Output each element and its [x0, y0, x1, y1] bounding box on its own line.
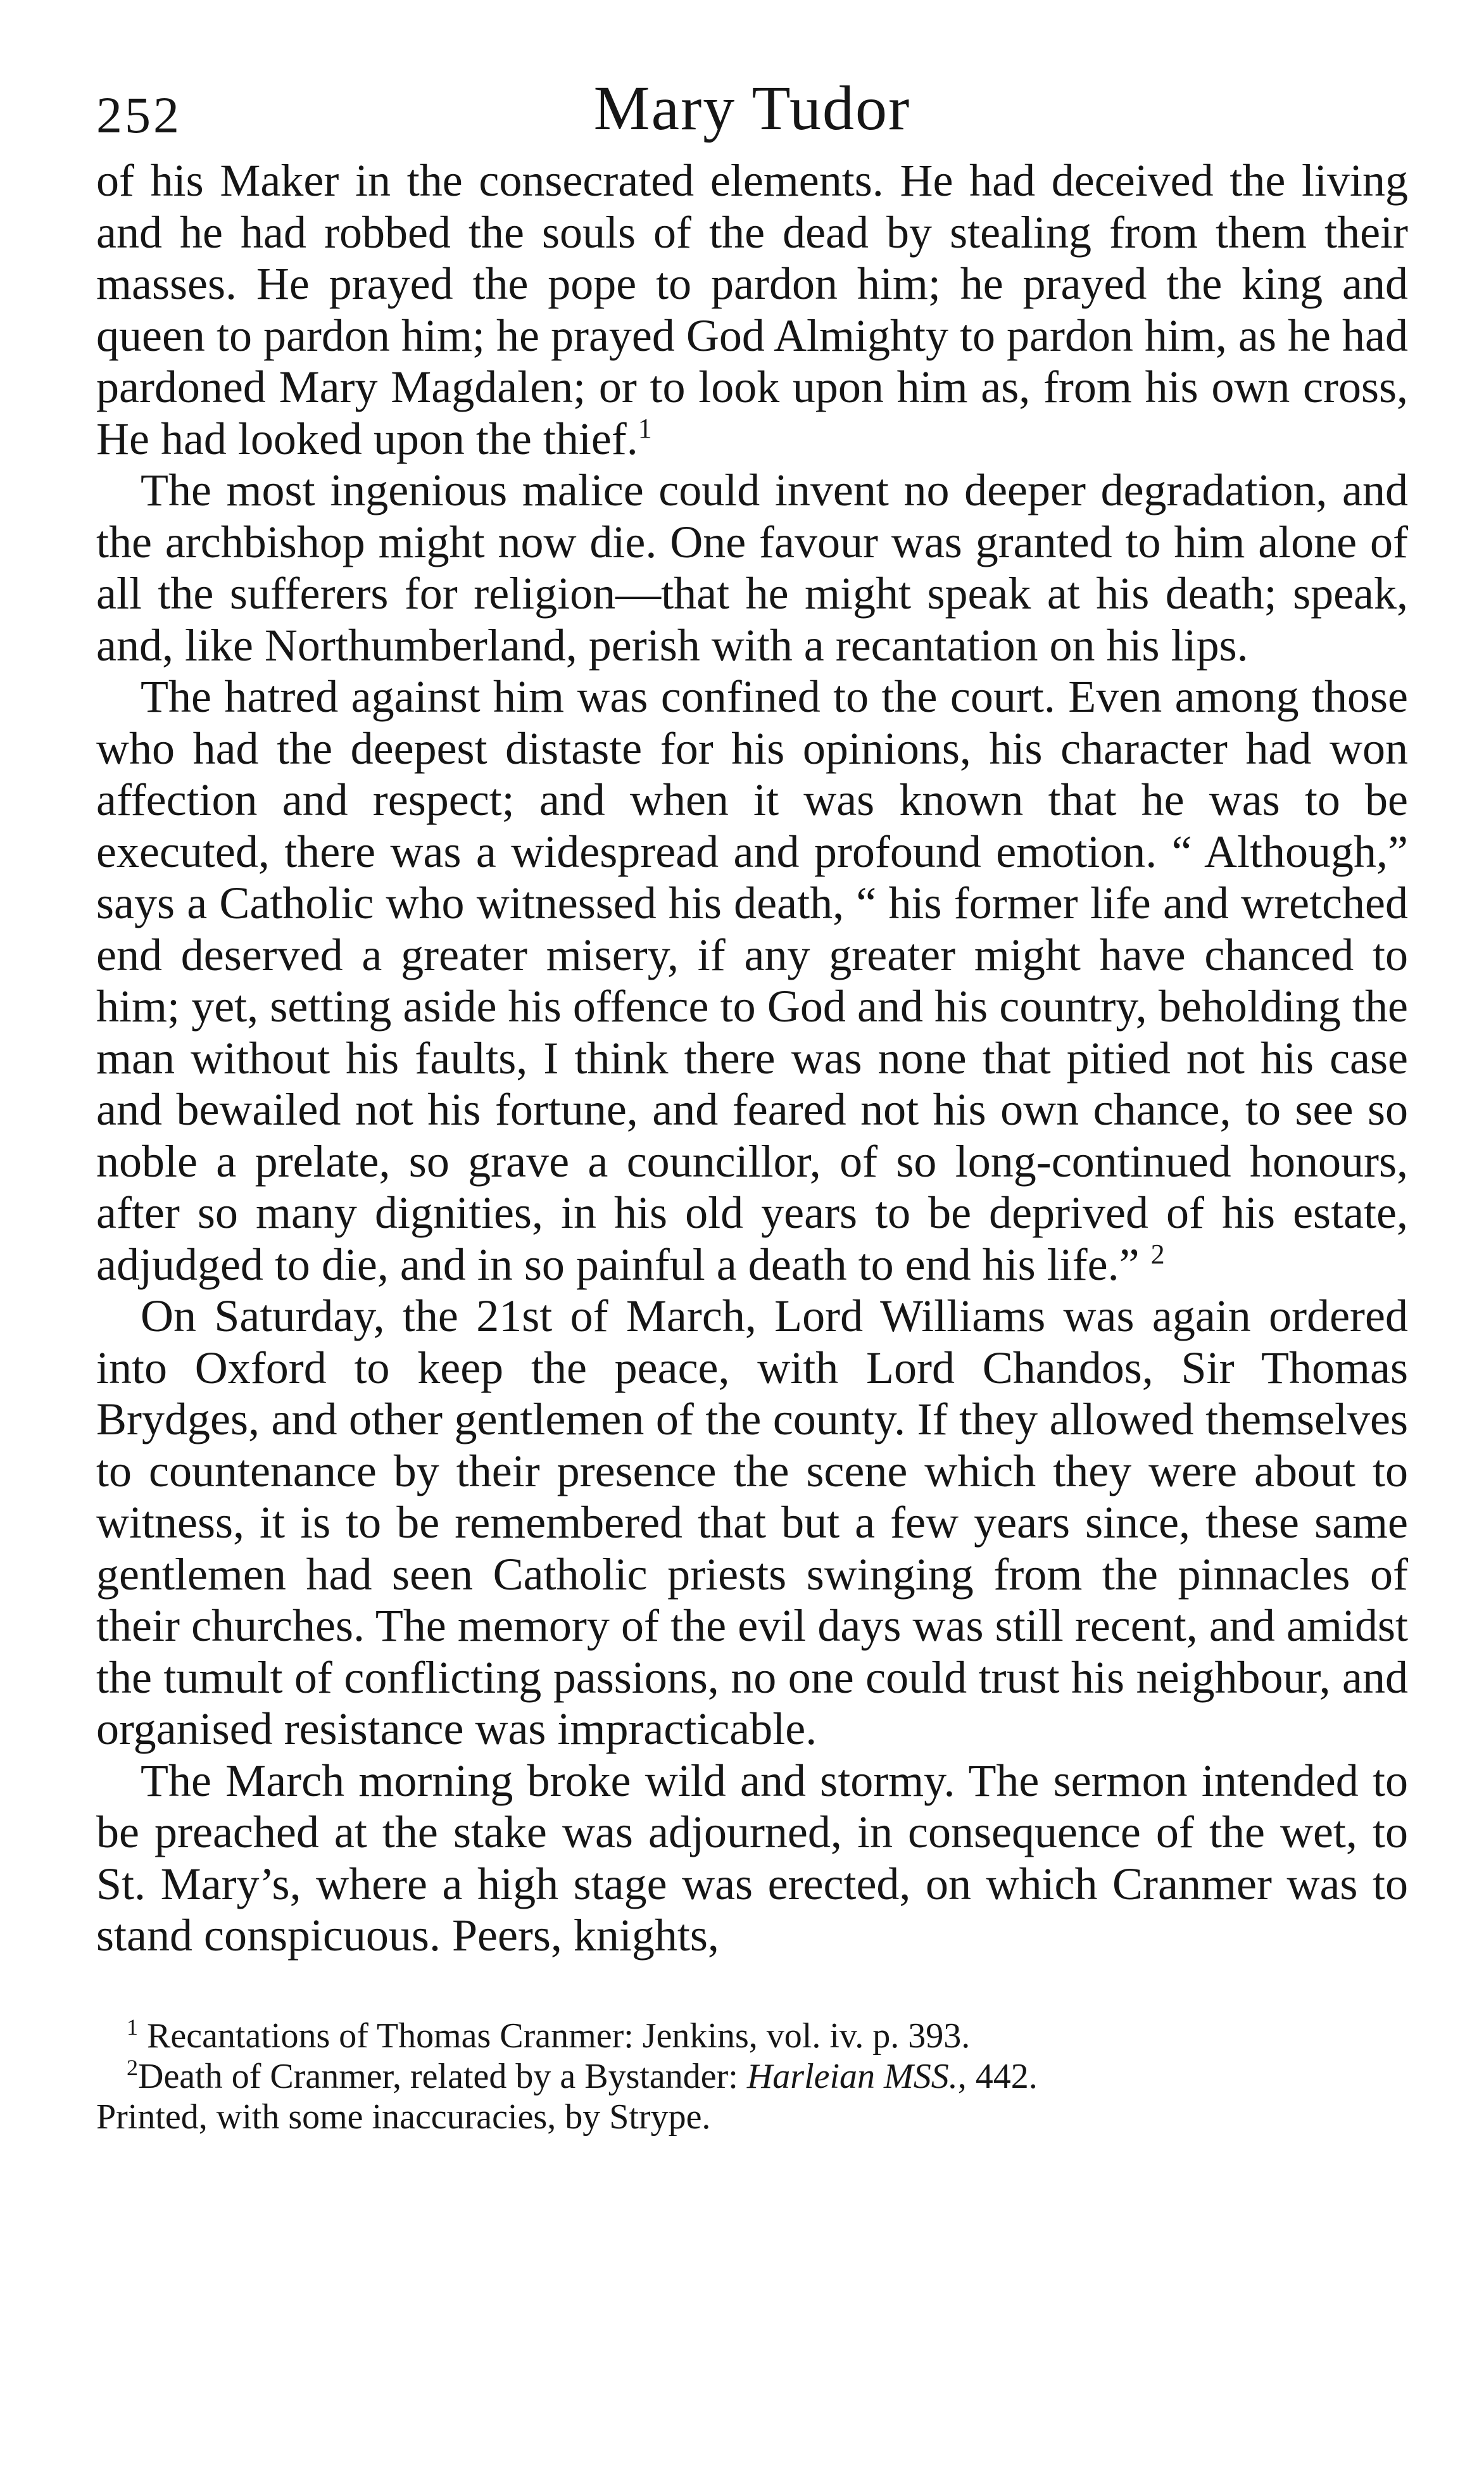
footnote-1-text: Recantations of Thomas Cranmer: Jenkins, vol. iv. p. 393. — [147, 2016, 971, 2056]
paragraph-2: The most ingenious malice could invent no deeper degradation, and the archbishop might now die. One favour was granted to him alone of all the sufferers for religion—that he might speak at his death; speak, and, like Northumberland, perish with a recantation on his lips. — [96, 465, 1408, 671]
footnote-2 — [96, 2056, 1408, 2097]
footnote-1 — [96, 2016, 1408, 2056]
body-text — [96, 155, 1408, 1962]
footnote-1-marker: 1 — [127, 2014, 138, 2040]
paragraph-3 — [96, 671, 1408, 1291]
running-title: Mary Tudor — [593, 73, 911, 143]
footnote-2-source: Harleian MSS. — [746, 2056, 958, 2096]
page-number: 252 — [96, 86, 182, 144]
footnote-ref-2: 2 — [1150, 1238, 1165, 1270]
running-head — [96, 66, 1408, 155]
footnotes — [96, 2016, 1408, 2137]
paragraph-5: The March morning broke wild and stormy. The sermon intended to be preached at the stake was adjourned, in consequence of the wet, to St. Mary’s, where a high stage was erected, on which Cranmer was to stand conspicuous. Peers, knights, — [96, 1755, 1408, 1961]
paragraph-1 — [96, 155, 1408, 465]
footnote-2-number: , 442. — [957, 2056, 1038, 2096]
footnote-2-text: Death of Cranmer, related by a Bystander: — [138, 2056, 738, 2096]
paragraph-1-text: of his Maker in the consecrated elements. He had deceived the living and he had robbed the souls of the dead by stealing from them their masses. He prayed the pope to pardon him; he prayed the king and queen to pardon him; he prayed God Almighty to pardon him, as he had pardoned Mary Magdalen; or to look upon him as, from his own cross, He had looked upon the thief. — [96, 155, 1408, 464]
paragraph-4: On Saturday, the 21st of March, Lord Williams was again ordered into Oxford to keep the peace, with Lord Chandos, Sir Thomas Brydges, and other gentlemen of the county. If they allowed themselves to countenance by their presence the scene which they were about to witness, it is to be remembered that but a few years since, these same gentlemen had seen Catholic priests swinging from the pinnacles of their churches. The memory of the evil days was still recent, and amidst the tumult of conflicting passions, no one could trust his neighbour, and organised resistance was impracticable. — [96, 1291, 1408, 1754]
footnote-ref-1: 1 — [638, 412, 652, 444]
footnote-2-continuation: Printed, with some inaccuracies, by Strype. — [96, 2097, 711, 2137]
paragraph-3-text: The hatred against him was confined to the court. Even among those who had the deepest distaste for his opinions, his character had won affection and respect; and when it was known that he was to be executed, there was a widespread and profound emotion. “ Although,” says a Catholic who witnessed his death, “ his former life and wretched end deserved a greater misery, if any greater might have chanced to him; yet, setting aside his offence to God and his country, beholding the man without his faults, I think there was none that pitied not his case and bewailed not his fortune, and feared not his own chance, to see so noble a prelate, so grave a councillor, of so long-continued honours, after so many dignities, in his old years to be deprived of his estate, adjudged to die, and in so painful a death to end his life.” — [96, 671, 1408, 1290]
footnote-2-marker: 2 — [127, 2054, 138, 2080]
